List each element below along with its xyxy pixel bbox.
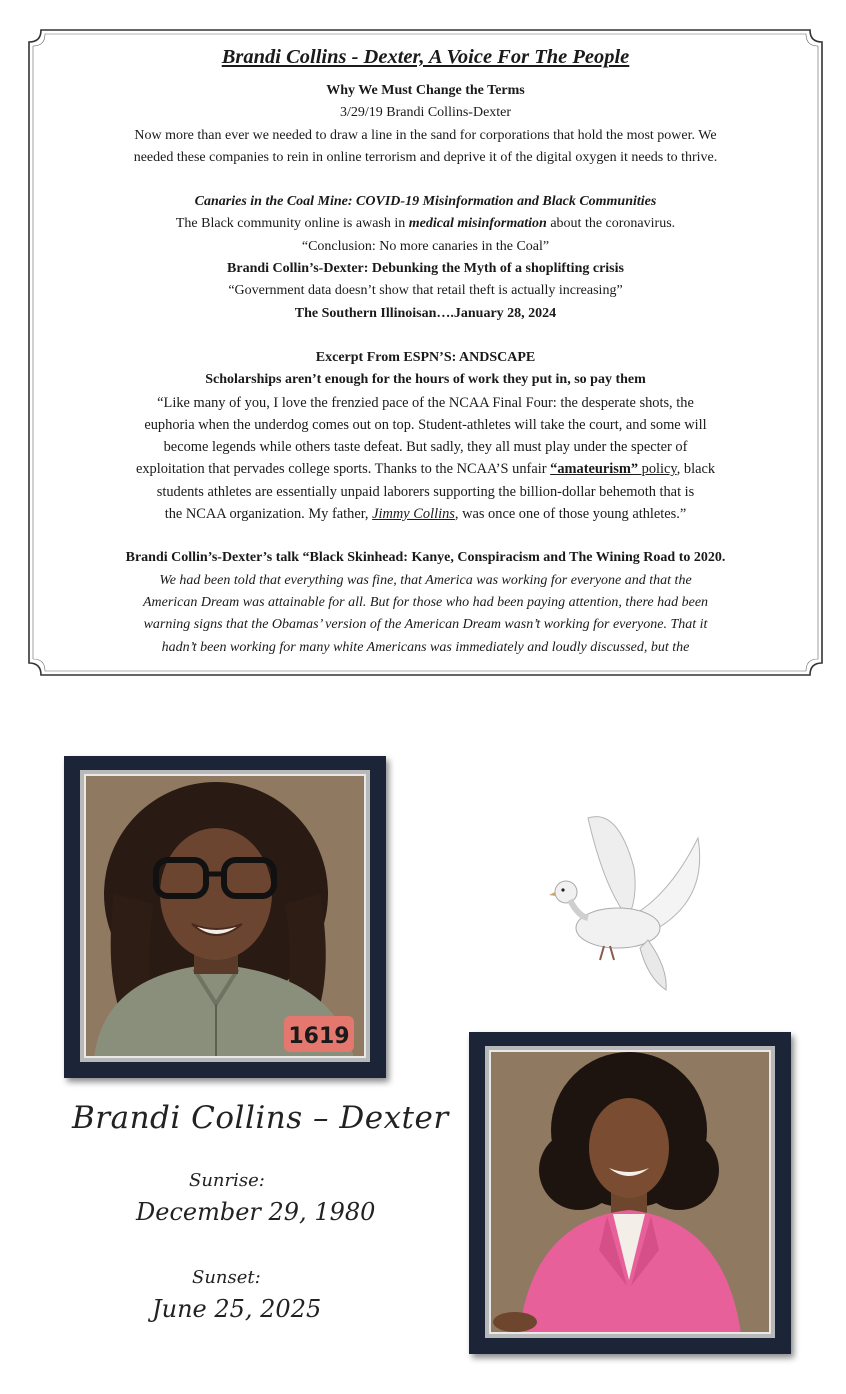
section2-body-emphasis: medical misinformation [408,216,547,232]
portrait-photo-2 [485,1046,775,1338]
sunrise-date: December 29, 1980 [136,1198,376,1226]
dove-icon [548,808,708,994]
portrait-photo-2-frame [469,1032,791,1354]
section2-body-post: about the coronavirus. [546,216,676,232]
section3-heading: Excerpt From ESPN’S: ANDSCAPE [315,349,536,365]
section2-body [45,213,806,235]
section2-quote: “Conclusion: No more canaries in the Coal” [301,238,550,254]
section4-body [45,570,806,659]
excerpt-line [45,503,806,525]
section2-body-pre: The Black community online is awash in [175,216,409,232]
jimmy-collins-link[interactable]: Jimmy Collins [372,506,455,523]
section4-heading: Brandi Collin’s-Dexter’s talk “Black Skinhead: Kanye, Conspiracism and The Wining Road to 2020. [125,550,726,566]
excerpt-text: the NCAA organization. My father, [164,506,373,523]
sunset-label: Sunset: [192,1267,261,1288]
panel-content [45,44,806,659]
excerpt-line: euphoria when the underdog comes out on top. Student-athletes will take the court, and some will [144,416,707,433]
portrait-photo-1-frame [64,756,386,1078]
section2-quote2: “Government data doesn’t show that retail theft is actually increasing” [228,283,623,299]
excerpt-text: , was once one of those young athletes.” [454,506,687,523]
tribute-text-panel [27,28,824,677]
section4-line: American Dream was attainable for all. But for those who had been paying attention, there had been [142,594,709,610]
section1-byline: 3/29/19 Brandi Collins-Dexter [339,105,512,121]
excerpt-line [45,458,806,480]
section1-body-line: needed these companies to rein in online terrorism and deprive it of the digital oxygen it needs to thrive. [133,149,718,165]
section3-subheading: Scholarships aren’t enough for the hours of work they put in, so pay them [205,372,646,388]
deceased-name: Brandi Collins – Dexter [72,1100,449,1136]
section2-source: The Southern Illinoisan….January 28, 2024 [294,305,557,321]
excerpt-text: exploitation that pervades college sports. Thanks to the NCAA’S unfair [135,461,551,478]
sunset-date: June 25, 2025 [152,1295,322,1323]
section4-line: hadn’t been working for many white Americans was immediately and loudly discussed, but the [161,639,690,655]
portrait-photo-1 [80,770,370,1062]
section1-body-line: Now more than ever we needed to draw a line in the sand for corporations that hold the most power. We [134,127,717,143]
excerpt-line: become legends while others taste defeat. But sadly, they all must play under the specter of [163,439,688,456]
panel-title: Brandi Collins - Dexter, A Voice For The People [221,46,630,68]
section4-line: warning signs that the Obamas’ version of the American Dream wasn’t working for everyone. That it [143,617,708,633]
excerpt-line: students athletes are essentially unpaid laborers supporting the billion-dollar behemoth that is [156,483,695,500]
section1-heading: Why We Must Change the Terms [326,83,525,98]
sunrise-label: Sunrise: [189,1170,265,1191]
excerpt-line: “Like many of you, I love the frenzied pace of the NCAA Final Four: the desperate shots, the [157,394,694,411]
excerpt-text: , black [676,461,716,478]
policy-link[interactable]: policy [638,461,677,478]
section4-line: We had been told that everything was fine, that America was working for everyone and that the [159,572,692,588]
section2-heading2: Brandi Collin’s-Dexter: Debunking the Myth of a shoplifting crisis [227,261,624,277]
section2-heading: Canaries in the Coal Mine: COVID-19 Misinformation and Black Communities [194,194,657,210]
jacket-badge: 1619 [288,1024,350,1049]
amateurism-link[interactable]: “amateurism” [550,461,639,478]
portrait-1-illustration [84,774,366,1058]
portrait-2-illustration [489,1050,771,1334]
section3-excerpt [45,392,806,526]
